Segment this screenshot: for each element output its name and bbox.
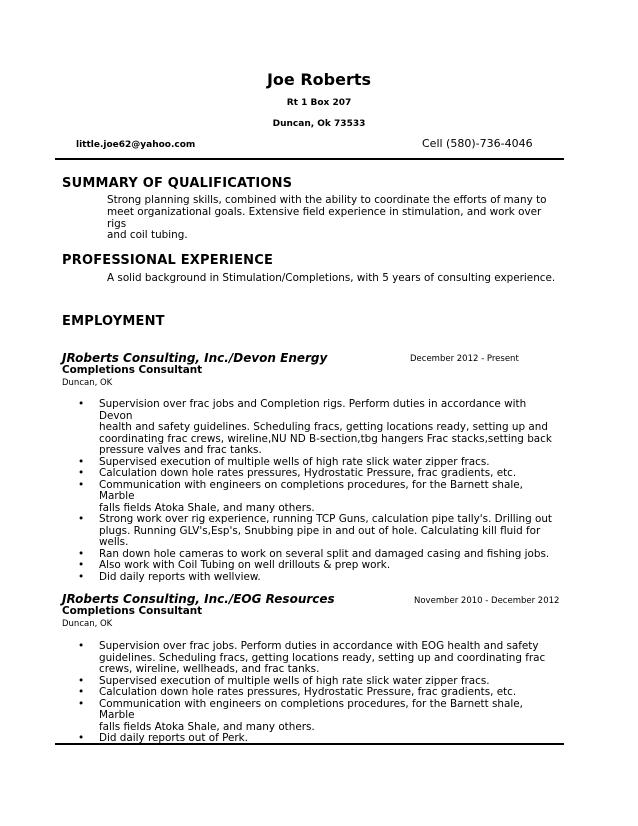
job-duties-list [78,399,556,583]
duty-line: Calculation down hole rates pressures, Hydrostatic Pressure, frac gradients, etc. [99,467,517,479]
employment-heading: EMPLOYMENT [62,314,165,329]
duty-line: crews, wireline, wellheads, and frac tanks. [99,663,320,675]
job-dates: November 2010 - December 2012 [414,596,560,606]
job-location: Duncan, OK [62,378,113,388]
bullet-icon: • [78,547,85,560]
job-title: Completions Consultant [62,364,203,376]
summary-line: Strong planning skills, combined with the ability to coordinate the efforts of many to [107,194,547,206]
duty-line: coordinating frac crews, wireline,NU ND B-section,tbg hangers Frac stacks,setting back [99,432,552,445]
duty-line: Did daily reports out of Perk. [99,732,248,744]
bullet-icon: • [78,478,85,491]
duty-item [78,480,556,515]
duty-item [78,560,556,572]
summary-heading: SUMMARY OF QUALIFICATIONS [62,176,293,191]
summary-line: and coil tubing. [107,229,188,242]
duty-line: Communication with engineers on completions procedures, for the Barnett shale, Marble [99,697,523,721]
duty-line: Supervision over frac jobs and Completion rigs. Perform duties in accordance with Devon [99,398,527,422]
duty-line: Calculation down hole rates pressures, Hydrostatic Pressure, frac gradients, etc. [99,686,517,698]
address-line-1: Rt 1 Box 207 [286,98,352,108]
bullet-icon: • [78,686,85,698]
duty-item [78,572,556,584]
bullet-icon: • [78,640,85,652]
summary-text [107,195,557,242]
bullet-icon: • [78,570,85,583]
bullet-icon: • [78,559,85,571]
bullet-icon: • [78,513,85,525]
bullet-icon: • [78,467,85,479]
bullet-icon: • [78,398,85,410]
duty-item [78,641,556,676]
bullet-icon: • [78,697,85,710]
job-company: JRoberts Consulting, Inc./Devon Energy [62,351,328,365]
job-title: Completions Consultant [62,605,203,617]
resume-name: Joe Roberts [266,70,372,89]
duty-item [78,468,556,480]
header-divider [55,158,564,160]
experience-text: A solid background in Stimulation/Completions, with 5 years of consulting experience. [107,272,556,284]
bullet-icon: • [78,732,85,744]
email-address: little.joe62@yahoo.com [76,140,196,150]
duty-line: guidelines. Scheduling fracs, getting locations ready, setting up and coordinating frac [99,651,546,664]
experience-heading: PROFESSIONAL EXPERIENCE [62,253,274,268]
duty-line: Did daily reports with wellview. [99,570,261,583]
job-location: Duncan, OK [62,619,113,629]
duty-line: health and safety guidelines. Scheduling fracs, getting locations ready, setting up and [99,421,548,433]
duty-line: Also work with Coil Tubing on well drillouts & prep work. [99,559,391,571]
address-line-2: Duncan, Ok 73533 [272,119,366,129]
duty-item [78,687,556,699]
duty-line: Ran down hole cameras to work on several split and damaged casing and fishing jobs. [99,547,550,560]
footer-divider [55,743,564,745]
duty-line: Supervision over frac jobs. Perform duties in accordance with EOG health and safety [99,640,539,652]
duty-item [78,699,556,734]
duty-item [78,514,556,549]
duty-line: plugs. Running GLV's,Esp's, Snubbing pipe in and out of hole. Calculating kill fluid for [99,524,541,537]
duty-line: falls fields Atoka Shale, and many others. [99,720,315,733]
job-company: JRoberts Consulting, Inc./EOG Resources [62,592,335,606]
bullet-icon: • [78,455,85,468]
duty-line: Communication with engineers on completions procedures, for the Barnett shale, Marble [99,478,523,502]
duty-line: Supervised execution of multiple wells of high rate slick water zipper fracs. [99,674,490,687]
job-dates: December 2012 - Present [410,354,519,364]
phone-number: Cell (580)-736-4046 [422,137,533,150]
bullet-icon: • [78,674,85,687]
job-duties-list [78,641,556,745]
summary-line: meet organizational goals. Extensive field experience in stimulation, and work over rigs [107,205,542,230]
duty-line: wells. [99,536,129,548]
duty-line: falls fields Atoka Shale, and many others. [99,501,315,514]
duty-line: pressure valves and frac tanks. [99,444,262,456]
duty-line: Supervised execution of multiple wells of high rate slick water zipper fracs. [99,455,490,468]
duty-item [78,399,556,457]
duty-line: Strong work over rig experience, running TCP Guns, calculation pipe tally's. Drilling out [99,513,552,525]
